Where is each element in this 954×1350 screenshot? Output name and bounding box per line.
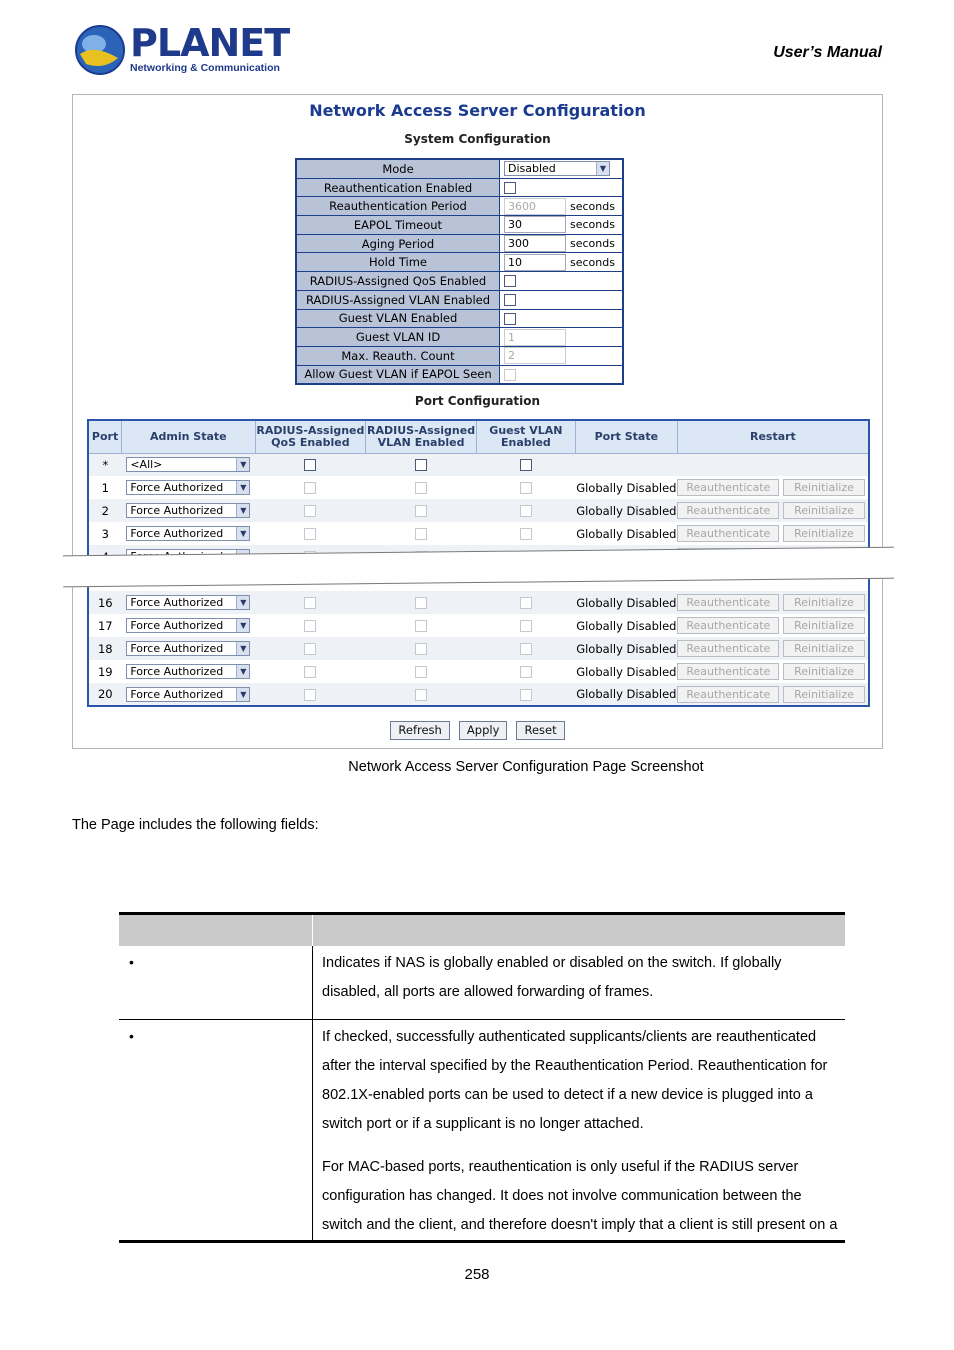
port-checkbox[interactable] <box>415 459 427 471</box>
planet-logo <box>74 21 290 78</box>
action-buttons <box>73 719 882 740</box>
port-number: 2 <box>88 499 122 522</box>
port-number: * <box>88 453 122 476</box>
port-checkbox[interactable] <box>520 459 532 471</box>
port-checkbox <box>520 666 532 678</box>
chevron-down-icon: ▼ <box>236 688 249 701</box>
port-number: 18 <box>88 637 122 660</box>
admin-state-value: Force Authorized <box>130 642 224 655</box>
system-row-value <box>500 160 622 178</box>
system-row-label: RADIUS-Assigned QoS Enabled <box>297 272 499 290</box>
system-row-value <box>500 328 622 346</box>
reset-button[interactable]: Reset <box>516 721 564 740</box>
port-state: Globally Disabled <box>575 614 677 637</box>
setting-checkbox <box>504 369 516 381</box>
figure-caption: Network Access Server Configuration Page Screenshot <box>348 759 704 775</box>
port-column-header: RADIUS-Assigned QoS Enabled <box>255 420 366 453</box>
port-checkbox <box>304 689 316 701</box>
port-number: 1 <box>88 476 122 499</box>
system-row-label: Mode <box>297 160 499 178</box>
unit-label: seconds <box>570 218 615 232</box>
system-row <box>297 328 622 346</box>
port-column-header: RADIUS-Assigned VLAN Enabled <box>366 420 477 453</box>
reauthenticate-button: Reauthenticate <box>677 663 779 680</box>
chevron-down-icon: ▼ <box>236 596 249 609</box>
field-row-reauth <box>119 1020 845 1240</box>
system-row <box>297 310 622 328</box>
system-config-table <box>295 158 624 385</box>
setting-checkbox[interactable] <box>504 182 516 194</box>
system-row-label: Reauthentication Enabled <box>297 179 499 197</box>
port-checkbox <box>520 528 532 540</box>
system-row-label: Hold Time <box>297 253 499 271</box>
reinitialize-button: Reinitialize <box>783 479 865 496</box>
manual-title: User’s Manual <box>773 44 882 61</box>
system-row <box>297 216 622 234</box>
port-column-header: Port <box>88 420 122 453</box>
port-checkbox <box>304 620 316 632</box>
system-row-label: RADIUS-Assigned VLAN Enabled <box>297 291 499 309</box>
system-row-value <box>500 366 622 384</box>
reinitialize-button: Reinitialize <box>783 686 865 703</box>
port-row <box>88 522 869 545</box>
reinitialize-button: Reinitialize <box>783 594 865 611</box>
field-description: For MAC-based ports, reauthentication is only useful if the RADIUS server configuration has changed. It does not involve communication between the switch and the client, and therefore doesn't imply that a client is still present on a <box>322 1159 838 1233</box>
port-checkbox <box>520 689 532 701</box>
page-number: 258 <box>464 1266 490 1283</box>
port-row <box>88 499 869 522</box>
port-row-all <box>88 453 869 476</box>
reauthenticate-button: Reauthenticate <box>677 502 779 519</box>
system-row-label: Guest VLAN ID <box>297 328 499 346</box>
port-checkbox <box>415 528 427 540</box>
setting-checkbox[interactable] <box>504 294 516 306</box>
system-row <box>297 272 622 290</box>
system-row <box>297 197 622 215</box>
system-row-label: Reauthentication Period <box>297 197 499 215</box>
system-row-value <box>500 216 622 234</box>
port-checkbox <box>415 505 427 517</box>
unit-label: seconds <box>570 255 615 269</box>
system-row-value <box>500 272 622 290</box>
chevron-down-icon: ▼ <box>236 481 249 494</box>
port-checkbox <box>415 689 427 701</box>
port-state: Globally Disabled <box>575 660 677 683</box>
admin-state-select[interactable] <box>126 503 250 518</box>
reinitialize-button: Reinitialize <box>783 663 865 680</box>
unit-label: seconds <box>570 237 615 251</box>
port-state: Globally Disabled <box>575 499 677 522</box>
chevron-down-icon: ▼ <box>236 527 249 540</box>
system-row-label: EAPOL Timeout <box>297 216 499 234</box>
port-column-header: Guest VLAN Enabled <box>476 420 575 453</box>
port-row <box>88 660 869 683</box>
port-checkbox <box>520 597 532 609</box>
chevron-down-icon: ▼ <box>236 665 249 678</box>
field-description: If checked, successfully authenticated supplicants/clients are reauthenticated after the interval specified by the Reauthentication Period. Reauthentication for 802.1X-enabled ports can be used to detect if a new device is plugged into a switch port or if a supplicant is no longer attached. <box>322 1029 828 1132</box>
setting-input: 2 <box>504 347 566 364</box>
reauthenticate-button: Reauthenticate <box>677 479 779 496</box>
system-row-value <box>500 291 622 309</box>
setting-input[interactable]: 30 <box>504 216 566 233</box>
port-row <box>88 637 869 660</box>
port-checkbox <box>415 666 427 678</box>
system-row-label: Aging Period <box>297 235 499 253</box>
port-checkbox <box>304 666 316 678</box>
reinitialize-button: Reinitialize <box>783 640 865 657</box>
port-checkbox <box>304 643 316 655</box>
port-checkbox[interactable] <box>304 459 316 471</box>
reauthenticate-button: Reauthenticate <box>677 525 779 542</box>
system-row <box>297 253 622 271</box>
refresh-button[interactable]: Refresh <box>390 721 449 740</box>
bullet: • <box>129 954 134 970</box>
setting-input: 1 <box>504 329 566 346</box>
port-checkbox <box>415 482 427 494</box>
port-row <box>88 591 869 614</box>
port-number: 3 <box>88 522 122 545</box>
system-row <box>297 366 622 384</box>
setting-input: 3600 <box>504 198 566 215</box>
port-state: Globally Disabled <box>575 637 677 660</box>
system-config-heading: System Configuration <box>404 132 551 146</box>
admin-state-value: Force Authorized <box>130 504 224 517</box>
admin-state-value: Force Authorized <box>130 481 224 494</box>
setting-input[interactable]: 300 <box>504 235 566 252</box>
port-state: Globally Disabled <box>575 522 677 545</box>
logo-wordmark: PLANET <box>130 21 290 65</box>
system-row <box>297 347 622 365</box>
port-column-header: Restart <box>677 420 869 453</box>
system-row-value <box>500 253 622 271</box>
admin-state-value: Force Authorized <box>130 527 224 540</box>
port-state: Globally Disabled <box>575 476 677 499</box>
page-title: Network Access Server Configuration <box>309 101 646 120</box>
chevron-down-icon: ▼ <box>236 458 249 471</box>
port-config-heading: Port Configuration <box>414 394 541 408</box>
logo-tagline: Networking & Communication <box>130 62 280 74</box>
port-column-header: Admin State <box>122 420 255 453</box>
port-state: Globally Disabled <box>575 683 677 706</box>
setting-input[interactable]: 10 <box>504 254 566 271</box>
mode-select[interactable] <box>504 161 610 176</box>
port-row <box>88 614 869 637</box>
admin-state-select[interactable] <box>126 595 250 610</box>
system-row-label: Guest VLAN Enabled <box>297 310 499 328</box>
chevron-down-icon: ▼ <box>596 162 609 175</box>
system-row-value <box>500 347 622 365</box>
admin-state-select[interactable] <box>126 641 250 656</box>
system-row-value <box>500 310 622 328</box>
reauthenticate-button: Reauthenticate <box>677 686 779 703</box>
chevron-down-icon: ▼ <box>236 642 249 655</box>
admin-state-select[interactable] <box>126 480 250 495</box>
port-number: 17 <box>88 614 122 637</box>
port-checkbox <box>304 597 316 609</box>
system-row-value <box>500 179 622 197</box>
system-row <box>297 291 622 309</box>
apply-button[interactable]: Apply <box>459 721 507 740</box>
admin-state-value: Force Authorized <box>130 619 224 632</box>
admin-state-value: Force Authorized <box>130 596 224 609</box>
port-column-header: Port State <box>575 420 677 453</box>
admin-state-select[interactable] <box>126 618 250 633</box>
setting-checkbox[interactable] <box>504 313 516 325</box>
port-checkbox <box>520 482 532 494</box>
port-checkbox <box>415 643 427 655</box>
reinitialize-button: Reinitialize <box>783 617 865 634</box>
chevron-down-icon: ▼ <box>236 504 249 517</box>
port-checkbox <box>304 482 316 494</box>
reauthenticate-button: Reauthenticate <box>677 617 779 634</box>
reinitialize-button: Reinitialize <box>783 525 865 542</box>
system-row-label: Max. Reauth. Count <box>297 347 499 365</box>
field-description: Indicates if NAS is globally enabled or disabled on the switch. If globally disabled, all ports are allowed forwarding of frames. <box>322 955 782 1000</box>
admin-state-value: Force Authorized <box>130 687 224 701</box>
chevron-down-icon: ▼ <box>236 619 249 632</box>
port-state: Globally Disabled <box>575 591 677 614</box>
port-checkbox <box>415 620 427 632</box>
port-checkbox <box>304 505 316 517</box>
port-number: 19 <box>88 660 122 683</box>
admin-state-select[interactable] <box>126 687 250 702</box>
port-row <box>88 476 869 499</box>
admin-state-value: <All> <box>130 458 163 472</box>
screenshot-frame <box>72 94 883 749</box>
system-row-value <box>500 235 622 253</box>
system-row-label: Allow Guest VLAN if EAPOL Seen <box>297 366 499 384</box>
port-checkbox <box>520 643 532 655</box>
system-row <box>297 235 622 253</box>
unit-label: seconds <box>570 199 615 213</box>
field-table-header <box>119 912 845 946</box>
port-checkbox <box>520 620 532 632</box>
port-number: 16 <box>88 591 122 614</box>
system-row <box>297 179 622 197</box>
port-number: 20 <box>88 683 122 706</box>
field-row-mode <box>119 946 845 1020</box>
reauthenticate-button: Reauthenticate <box>677 640 779 657</box>
port-checkbox <box>415 597 427 609</box>
port-checkbox <box>304 528 316 540</box>
port-checkbox <box>520 505 532 517</box>
intro-text: The Page includes the following fields: <box>72 817 319 833</box>
field-description-table <box>119 912 845 1243</box>
port-row <box>88 683 869 706</box>
system-row <box>297 160 622 178</box>
admin-state-select[interactable] <box>126 457 250 472</box>
mode-select-value: Disabled <box>508 162 556 176</box>
bullet: • <box>129 1028 134 1044</box>
setting-checkbox[interactable] <box>504 275 516 287</box>
system-row-value <box>500 197 622 215</box>
reauthenticate-button: Reauthenticate <box>677 594 779 611</box>
admin-state-value: Force Authorized <box>130 665 224 678</box>
reinitialize-button: Reinitialize <box>783 502 865 519</box>
admin-state-select[interactable] <box>126 664 250 679</box>
globe-icon <box>74 24 126 76</box>
admin-state-select[interactable] <box>126 526 250 541</box>
